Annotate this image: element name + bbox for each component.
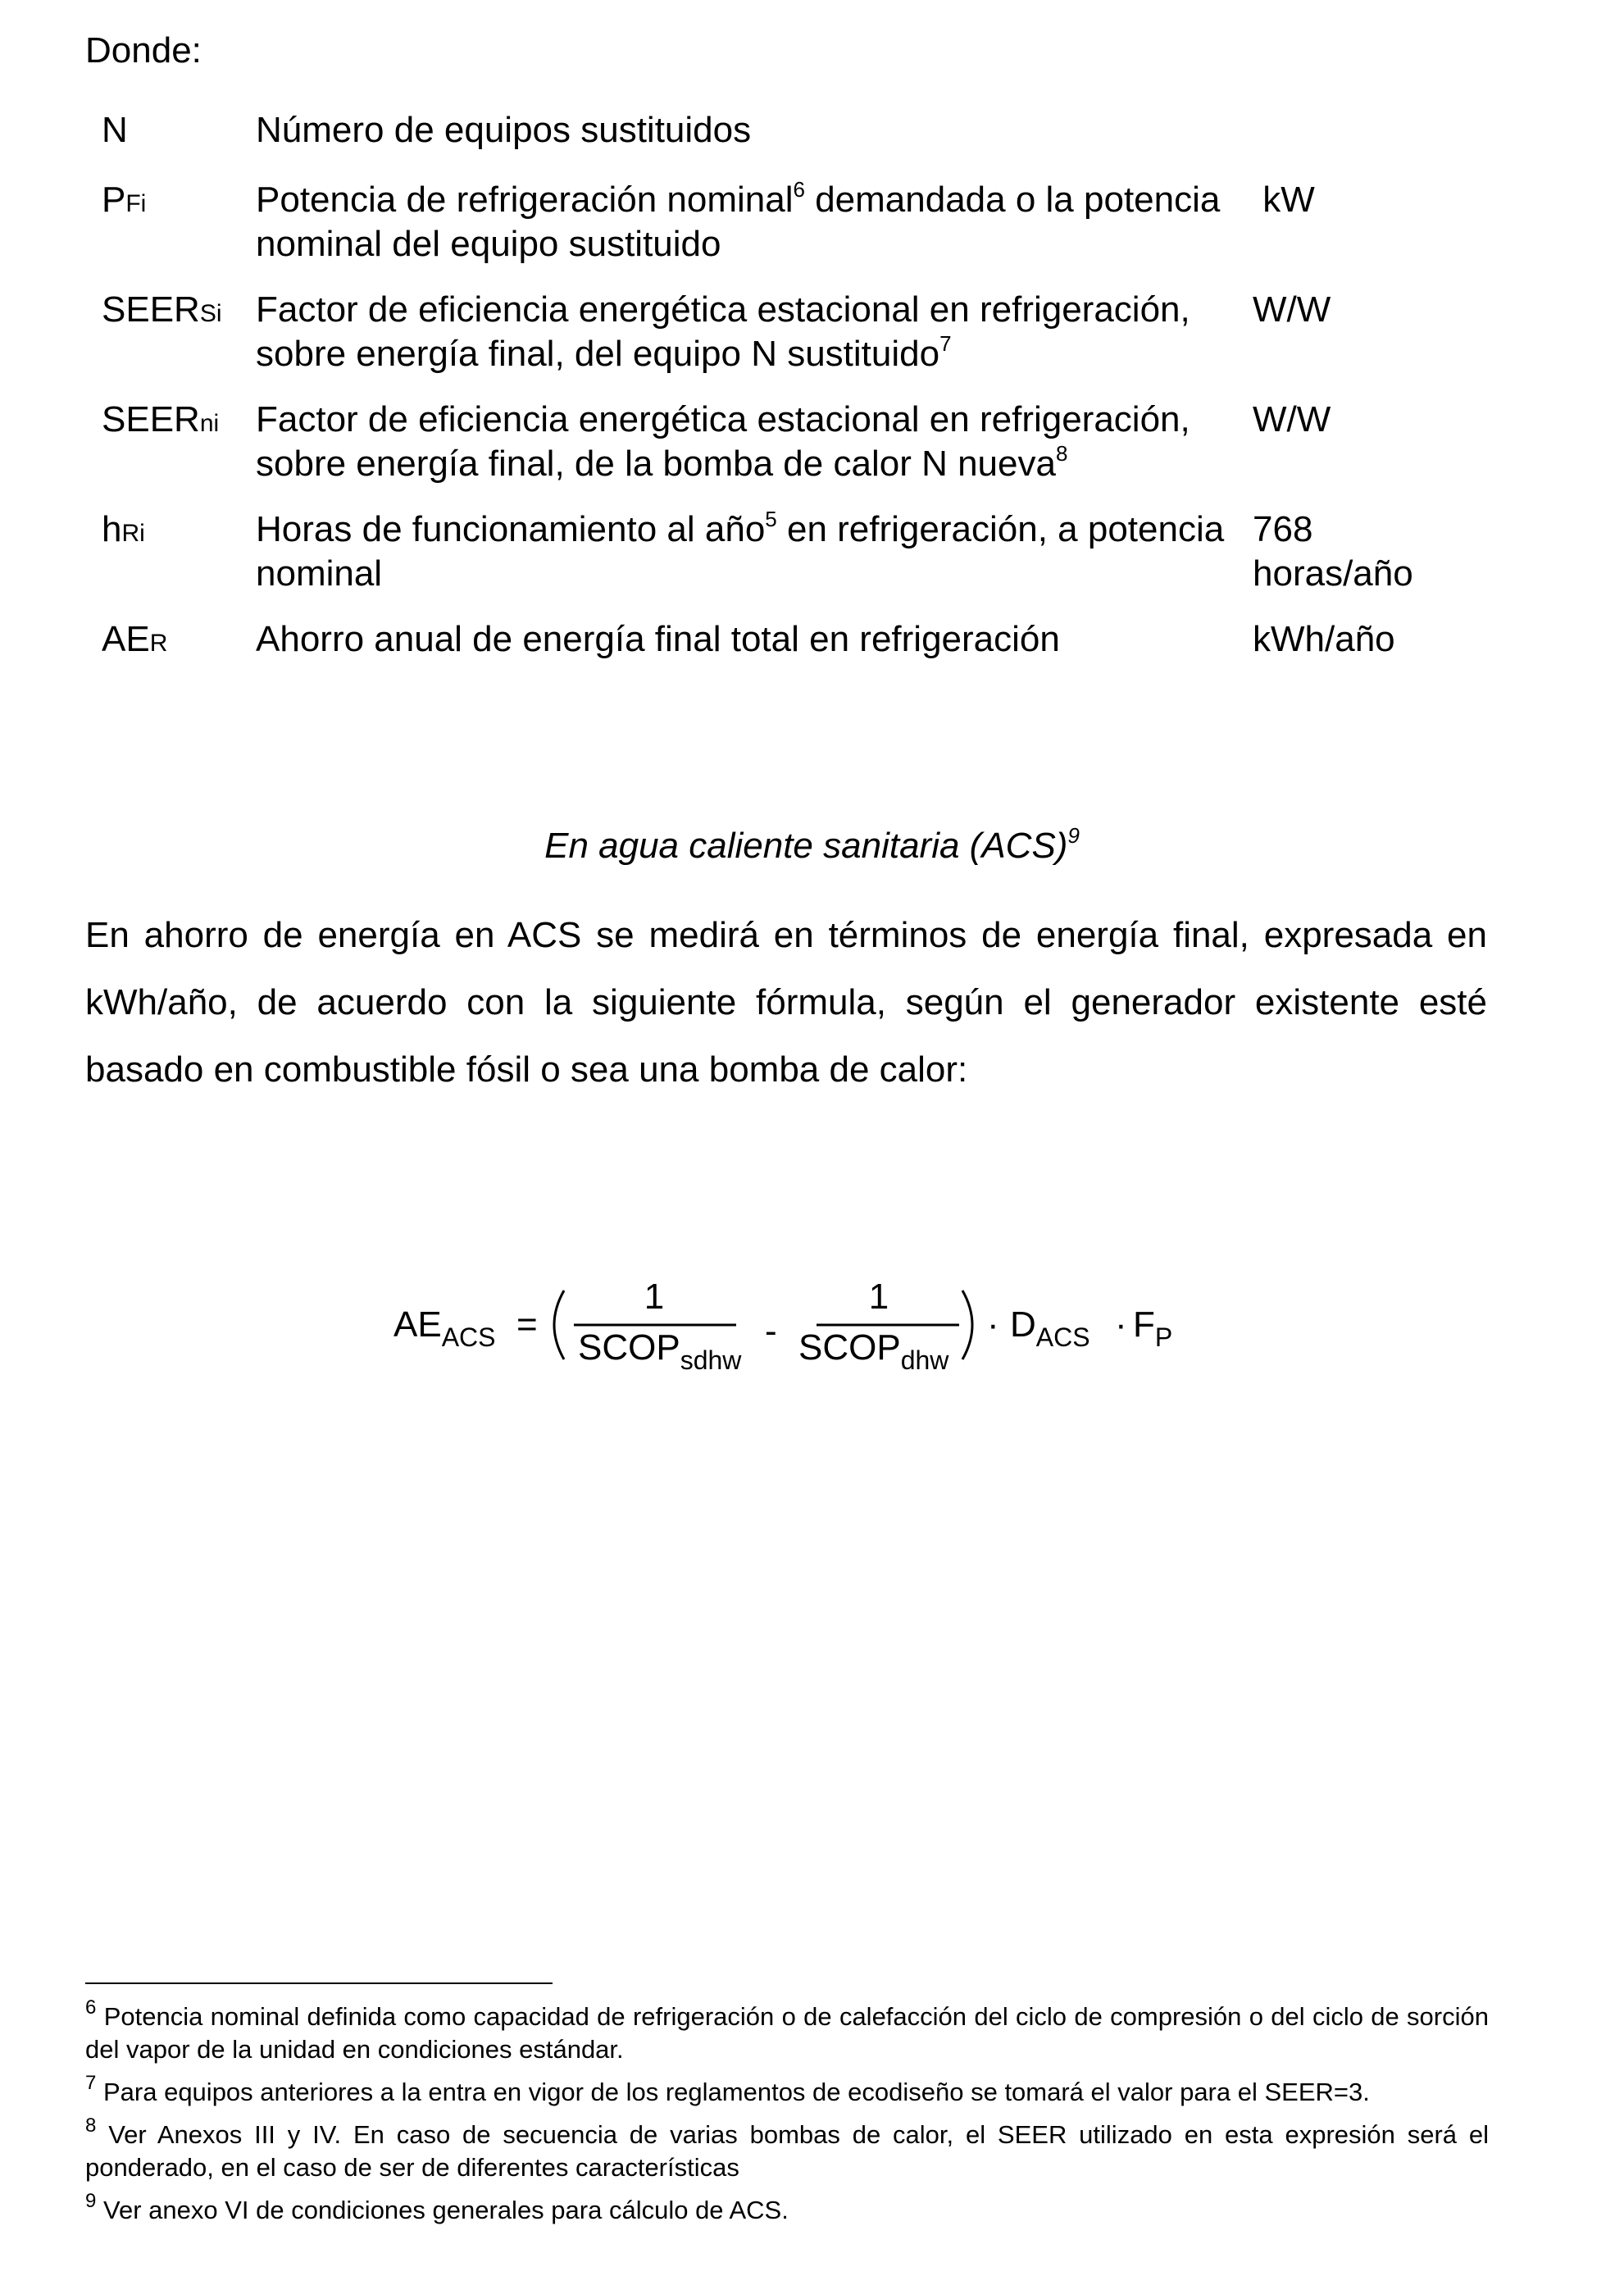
footnote-9: $^9$ Ver anexo VI de condiciones generales para cálculo de ACS.: [85, 2190, 789, 2224]
formula-d-acs: $D_{ACS}$: [1010, 1304, 1090, 1352]
variable-unit: W/W: [1253, 289, 1331, 330]
variable-description: Factor de eficiencia energética estacional en refrigeración, sobre energía final, del equipo N sustituido$^7$: [256, 289, 1190, 374]
variable-symbol: SEERni: [102, 399, 220, 439]
formula-lhs: $AE_{ACS}$: [393, 1304, 496, 1352]
formula-numerator-2: 1: [868, 1277, 889, 1317]
variable-symbol: N: [102, 110, 128, 150]
body-paragraph: En ahorro de energía en ACS se medirá en términos de energía final, expresada en kWh/año, de acuerdo con la siguiente fórmula, según el generador existente esté basado en combustible fósil o sea una bomba de calor:: [85, 915, 1487, 1090]
intro-label: Donde:: [85, 30, 202, 71]
section-heading: En agua caliente sanitaria (ACS)$^9$: [544, 823, 1080, 866]
formula-numerator-1: 1: [644, 1277, 665, 1317]
variable-row-aer: [85, 617, 1495, 666]
footnote-reference: 7: [939, 331, 952, 356]
variable-row-seer-si: [85, 288, 1495, 376]
footnote-8: $^8$ Ver Anexos III y IV. En caso de secuencia de varias bombas de calor, el SEER utilizado en esta expresión será el ponderado, en el caso de ser de diferentes características: [85, 2114, 1489, 2182]
variable-description: Horas de funcionamiento al año$^5$ en refrigeración, a potencia nominal: [256, 507, 1225, 594]
footnote-7: $^7$ Para equipos anteriores a la entra en vigor de los reglamentos de ecodiseño se tomará el valor para el SEER=3.: [85, 2072, 1370, 2106]
formula-fp: $F_P$: [1133, 1304, 1173, 1352]
variable-description: Número de equipos sustituidos: [256, 110, 752, 150]
variable-unit: W/W: [1253, 399, 1331, 439]
footnote-reference: 9: [1067, 823, 1080, 848]
footnote-reference: 5: [765, 507, 777, 531]
formula-denominator-1: $SCOP_{sdhw}$: [578, 1327, 742, 1375]
formula-equals: =: [516, 1304, 538, 1345]
variable-row-hri: [85, 508, 1495, 596]
variable-unit: 768 horas/año: [1253, 509, 1413, 594]
footnote-6: $^6$ Potencia nominal definida como capacidad de refrigeración o de calefacción del ciclo de compresión o del ciclo de sorción del vapor de la unidad en condiciones estándar.: [85, 1996, 1489, 2064]
formula-minus: -: [765, 1311, 777, 1351]
formula-dot-2: ·: [1115, 1304, 1127, 1345]
variable-symbol: PFi: [102, 180, 147, 220]
footnote-separator: [85, 1982, 553, 1984]
variable-definitions: [85, 108, 1495, 687]
variable-row-seer-ni: [85, 398, 1495, 486]
footnotes: [85, 1996, 1489, 2237]
variable-description: Factor de eficiencia energética estacional en refrigeración, sobre energía final, de la bomba de calor N nueva$^8$: [256, 399, 1190, 484]
variable-description: Potencia de refrigeración nominal$^6$ demandada o la potencia nominal del equipo sustituido: [256, 177, 1221, 264]
footnote-reference: 8: [1055, 441, 1068, 466]
acs-savings-formula: [393, 1269, 1213, 1400]
variable-description: Ahorro anual de energía final total en refrigeración: [256, 619, 1060, 659]
footnote-reference: 6: [793, 177, 805, 202]
formula-denominator-2: $SCOP_{dhw}$: [798, 1327, 949, 1375]
variable-unit: kWh/año: [1253, 619, 1395, 659]
variable-symbol: hRi: [102, 509, 145, 549]
variable-symbol: AER: [102, 619, 168, 659]
variable-symbol: SEERSi: [102, 289, 222, 330]
formula-right-paren: [962, 1290, 972, 1359]
variable-row-pfi: [85, 178, 1495, 266]
variable-unit: kW: [1253, 180, 1315, 220]
formula-left-paren: [554, 1290, 564, 1359]
formula-dot-1: ·: [987, 1304, 999, 1345]
variable-row-n: [85, 108, 1495, 157]
